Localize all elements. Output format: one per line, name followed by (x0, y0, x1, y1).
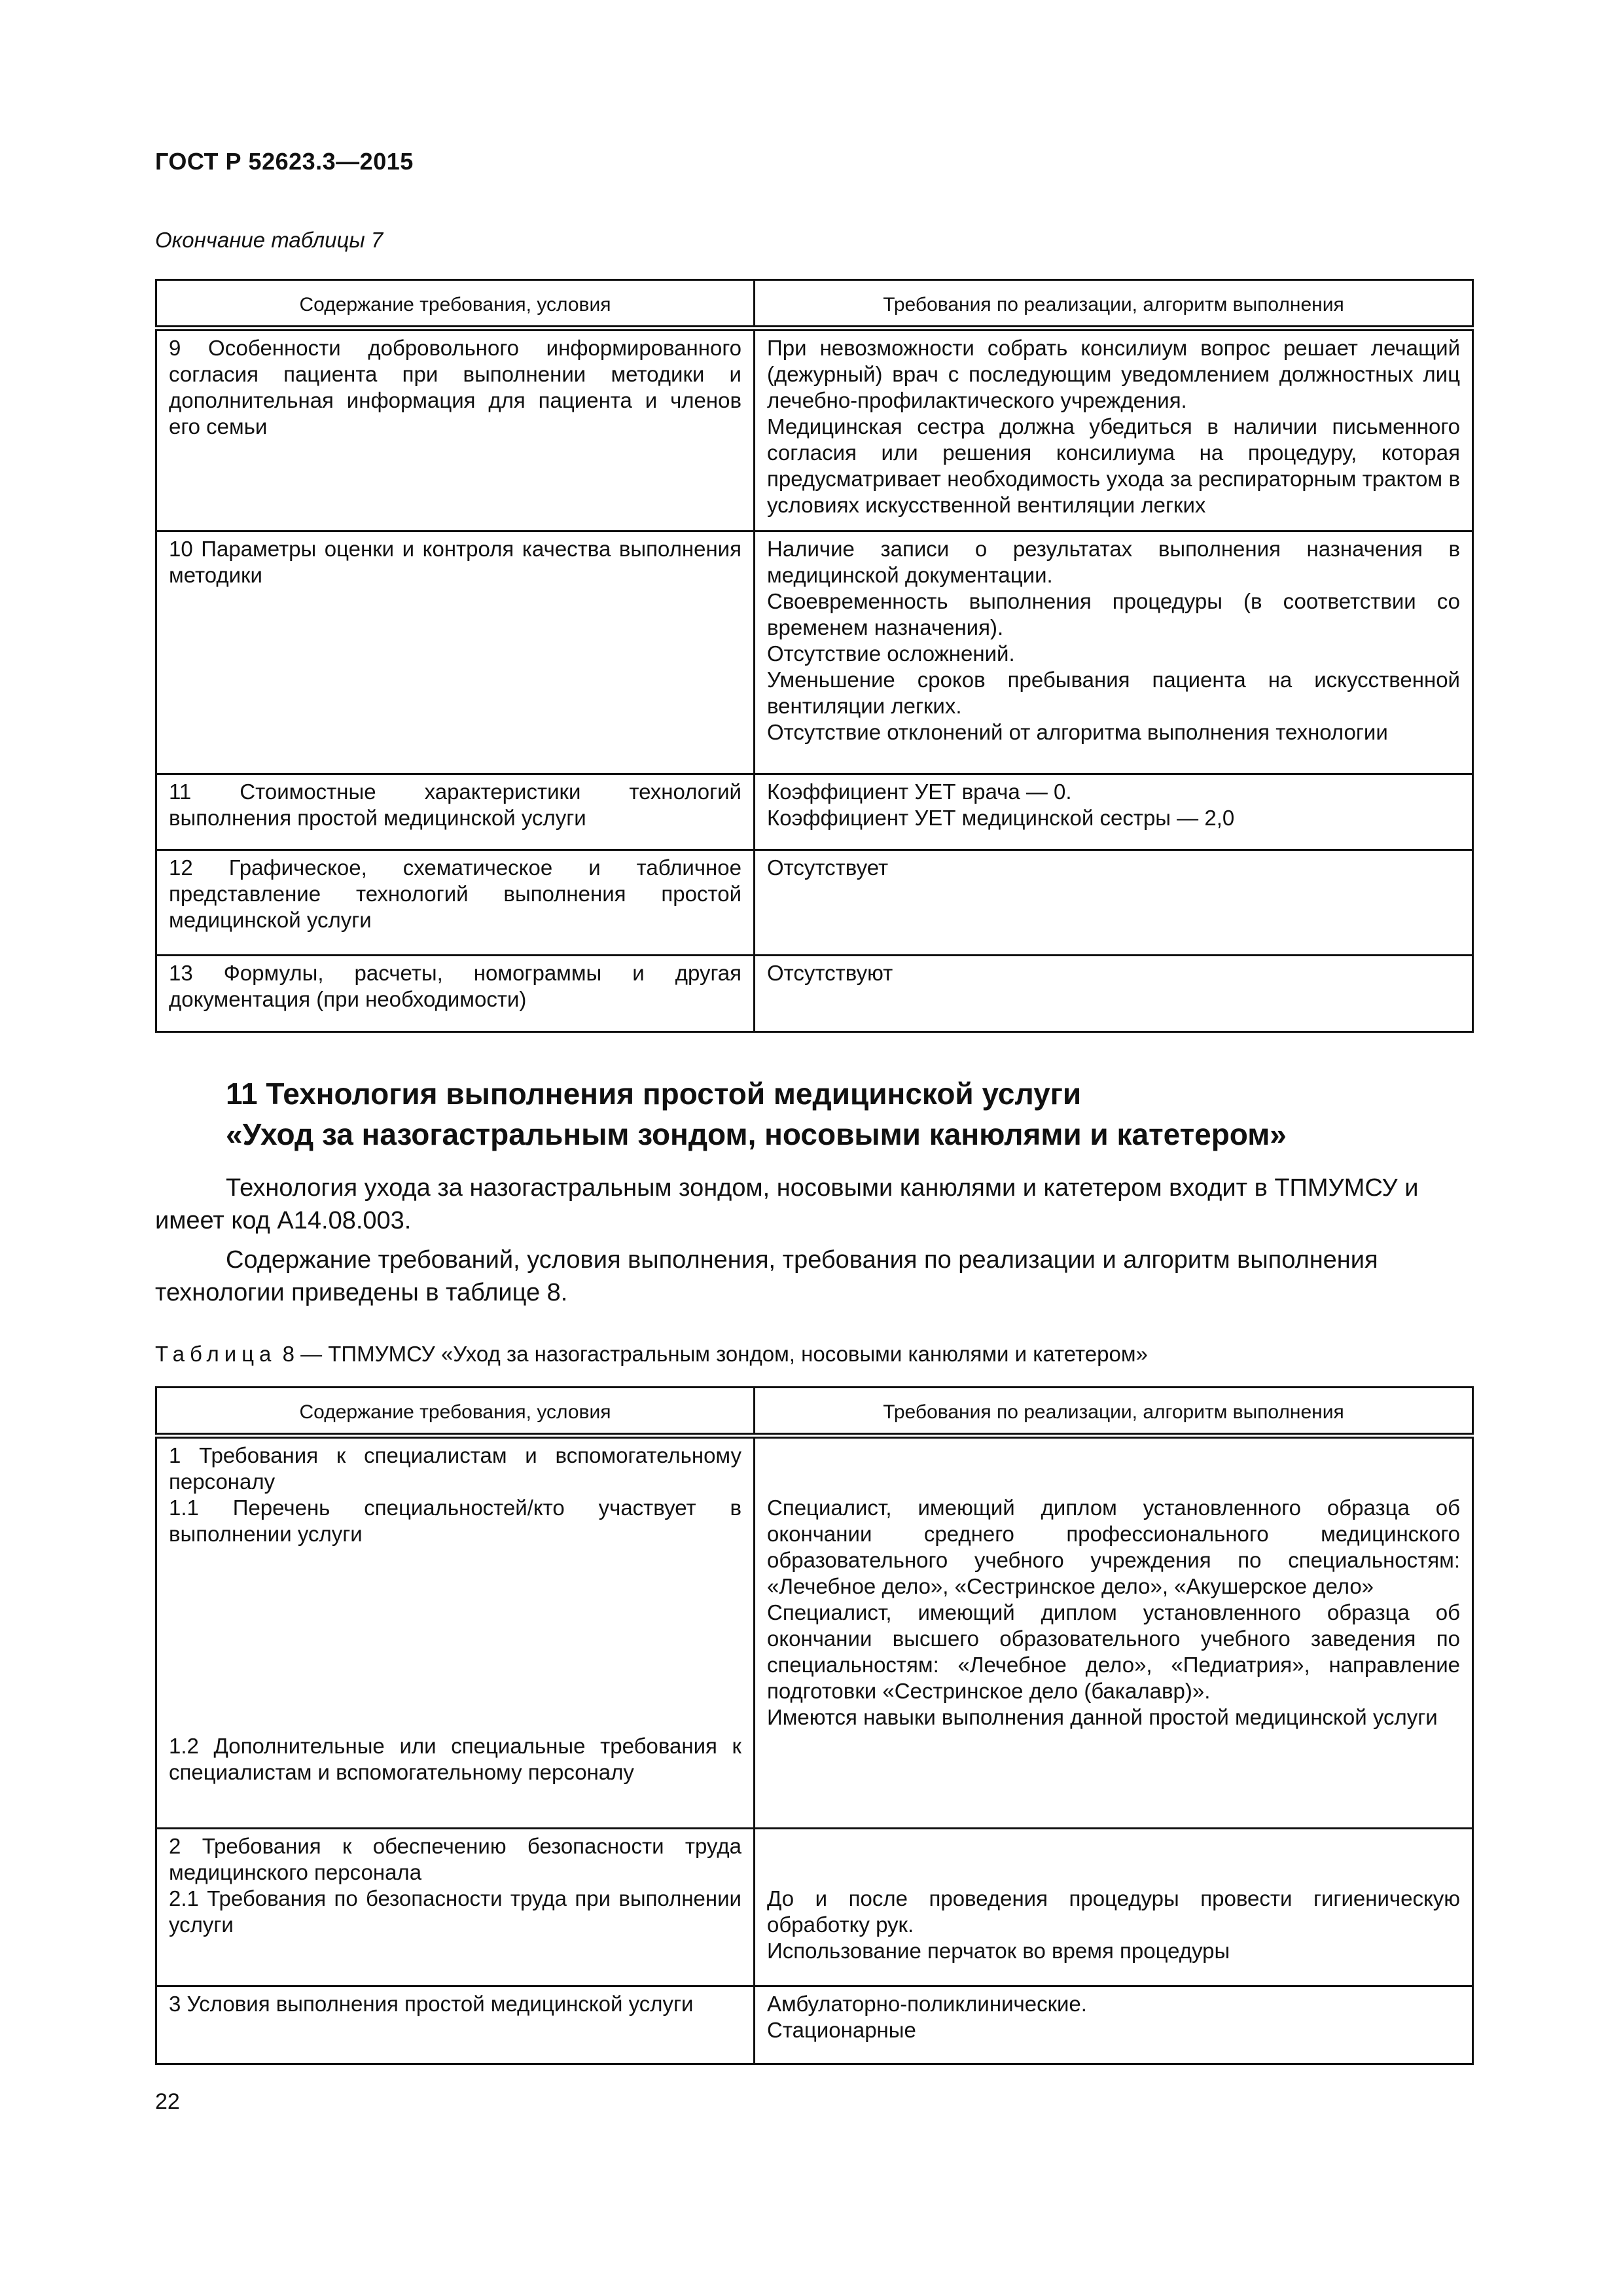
cell-paragraph: 2.1 Требования по безопасности труда при выполнении услуги (169, 1886, 741, 1937)
table-cell-implementation (755, 1829, 1473, 1986)
table-caption-word: Таблица (155, 1342, 277, 1366)
table8-caption (155, 1342, 1148, 1367)
table-cell-requirement: 11 Стоимостные характеристики технологий выполнения простой медицинской услуги (156, 774, 755, 850)
table-header-row (156, 1388, 1473, 1436)
table-8 (155, 1386, 1474, 2065)
table-row (156, 1986, 1473, 2064)
cell-paragraph: Коэффициент УЕТ врача — 0. (767, 780, 1072, 804)
table-cell-implementation (755, 1986, 1473, 2064)
cell-paragraph: Наличие записи о результатах выполнения назначения в медицинской документации. (767, 537, 1460, 587)
column-header-requirement: Содержание требования, условия (156, 280, 755, 329)
table-caption-text: 8 — ТПМУМСУ «Уход за назогастральным зондом, носовыми канюлями и катетером» (282, 1342, 1148, 1366)
cell-paragraph: Специалист, имеющий диплом установленного образца об окончании среднего профессионального медицинского образовательного учебного учреждения по специальностям: «Лечебное дело», «Сестринское дело», «Акушерское дело» (767, 1496, 1460, 1598)
cell-paragraph: 1 Требования к специалистам и вспомогательному персоналу (169, 1443, 741, 1494)
table-row (156, 850, 1473, 956)
cell-paragraph: Имеются навыки выполнения данной простой медицинской услуги (767, 1705, 1438, 1729)
table-header-row (156, 280, 1473, 329)
body-paragraph (155, 1172, 1472, 1237)
table-cell-implementation (755, 850, 1473, 956)
table-cell-requirement: 13 Формулы, расчеты, номограммы и другая документация (при необходимости) (156, 956, 755, 1032)
cell-paragraph: Стационарные (767, 2018, 916, 2042)
cell-paragraph: Специалист, имеющий диплом установленного образца об окончании высшего образовательного учебного заведения по специальностям: «Лечебное дело», «Педиатрия», направление подготовки «Сестринское дело (бакалавр)». (767, 1600, 1460, 1703)
table-cell-requirement: 10 Параметры оценки и контроля качества выполнения методики (156, 531, 755, 774)
section-title-line: «Уход за назогастральным зондом, носовыми канюлями и катетером» (226, 1117, 1287, 1151)
cell-paragraph: До и после проведения процедуры провести гигиеническую обработку рук. (767, 1886, 1460, 1937)
table-cell-implementation (755, 531, 1473, 774)
section-title (226, 1073, 1287, 1155)
table-row (156, 1829, 1473, 1986)
table-cell-implementation (755, 329, 1473, 531)
cell-paragraph: При невозможности собрать консилиум вопрос решает лечащий (дежурный) врач с последующим уведомлением должностных лиц лечебно-профилактического учреждения. (767, 336, 1460, 412)
column-header-implementation: Требования по реализации, алгоритм выполнения (755, 280, 1473, 329)
table-cell-implementation (755, 956, 1473, 1032)
cell-paragraph: Отсутствие отклонений от алгоритма выполнения технологии (767, 720, 1388, 744)
standard-header: ГОСТ Р 52623.3—2015 (155, 148, 414, 175)
cell-paragraph: 1.2 Дополнительные или специальные требования к специалистам и вспомогательному персоналу (169, 1734, 741, 1784)
paragraph-text: Содержание требований, условия выполнения, требования по реализации и алгоритм выполнения технологии приведены в таблице 8. (155, 1246, 1378, 1306)
cell-paragraph: Амбулаторно-поликлинические. (767, 1992, 1087, 2016)
table-cell-requirement (156, 1436, 755, 1829)
table-row (156, 531, 1473, 774)
table-7 (155, 279, 1474, 1033)
cell-paragraph: Уменьшение сроков пребывания пациента на искусственной вентиляции легких. (767, 668, 1460, 718)
table-cell-implementation (755, 1436, 1473, 1829)
table-row (156, 774, 1473, 850)
section-title-line: 11 Технология выполнения простой медицинской услуги (226, 1077, 1082, 1111)
column-header-implementation: Требования по реализации, алгоритм выполнения (755, 1388, 1473, 1436)
cell-paragraph: Отсутствует (767, 855, 889, 880)
cell-paragraph: 1.1 Перечень специальностей/кто участвует в выполнении услуги (169, 1496, 741, 1546)
table-row (156, 956, 1473, 1032)
table-cell-implementation (755, 774, 1473, 850)
cell-paragraph: Использование перчаток во время процедуры (767, 1939, 1230, 1963)
table7-caption: Окончание таблицы 7 (155, 228, 383, 252)
cell-paragraph: Медицинская сестра должна убедиться в наличии письменного согласия или решения консилиума на процедуру, которая предусматривает необходимость ухода за респираторным трактом в условиях искусственной вентиляции легких (767, 414, 1460, 517)
cell-paragraph: 2 Требования к обеспечению безопасности труда медицинского персонала (169, 1834, 741, 1884)
cell-paragraph: Отсутствие осложнений. (767, 641, 1015, 666)
table-cell-requirement (156, 1829, 755, 1986)
table-row (156, 1436, 1473, 1829)
cell-paragraph: Своевременность выполнения процедуры (в соответствии со временем назначения). (767, 589, 1460, 639)
table-cell-requirement: 12 Графическое, схематическое и табличное представление технологий выполнения простой медицинской услуги (156, 850, 755, 956)
cell-paragraph: Отсутствуют (767, 961, 893, 985)
page-number: 22 (155, 2089, 180, 2114)
cell-paragraph: Коэффициент УЕТ медицинской сестры — 2,0 (767, 806, 1235, 830)
paragraph-text: Технология ухода за назогастральным зондом, носовыми канюлями и катетером входит в ТПМУМСУ и имеет код А14.08.003. (155, 1174, 1419, 1234)
body-paragraph (155, 1244, 1472, 1309)
column-header-requirement: Содержание требования, условия (156, 1388, 755, 1436)
table-cell-requirement: 9 Особенности добровольного информированного согласия пациента при выполнении методики и дополнительная информация для пациента и членов его семьи (156, 329, 755, 531)
table-cell-requirement: 3 Условия выполнения простой медицинской услуги (156, 1986, 755, 2064)
table-row (156, 329, 1473, 531)
